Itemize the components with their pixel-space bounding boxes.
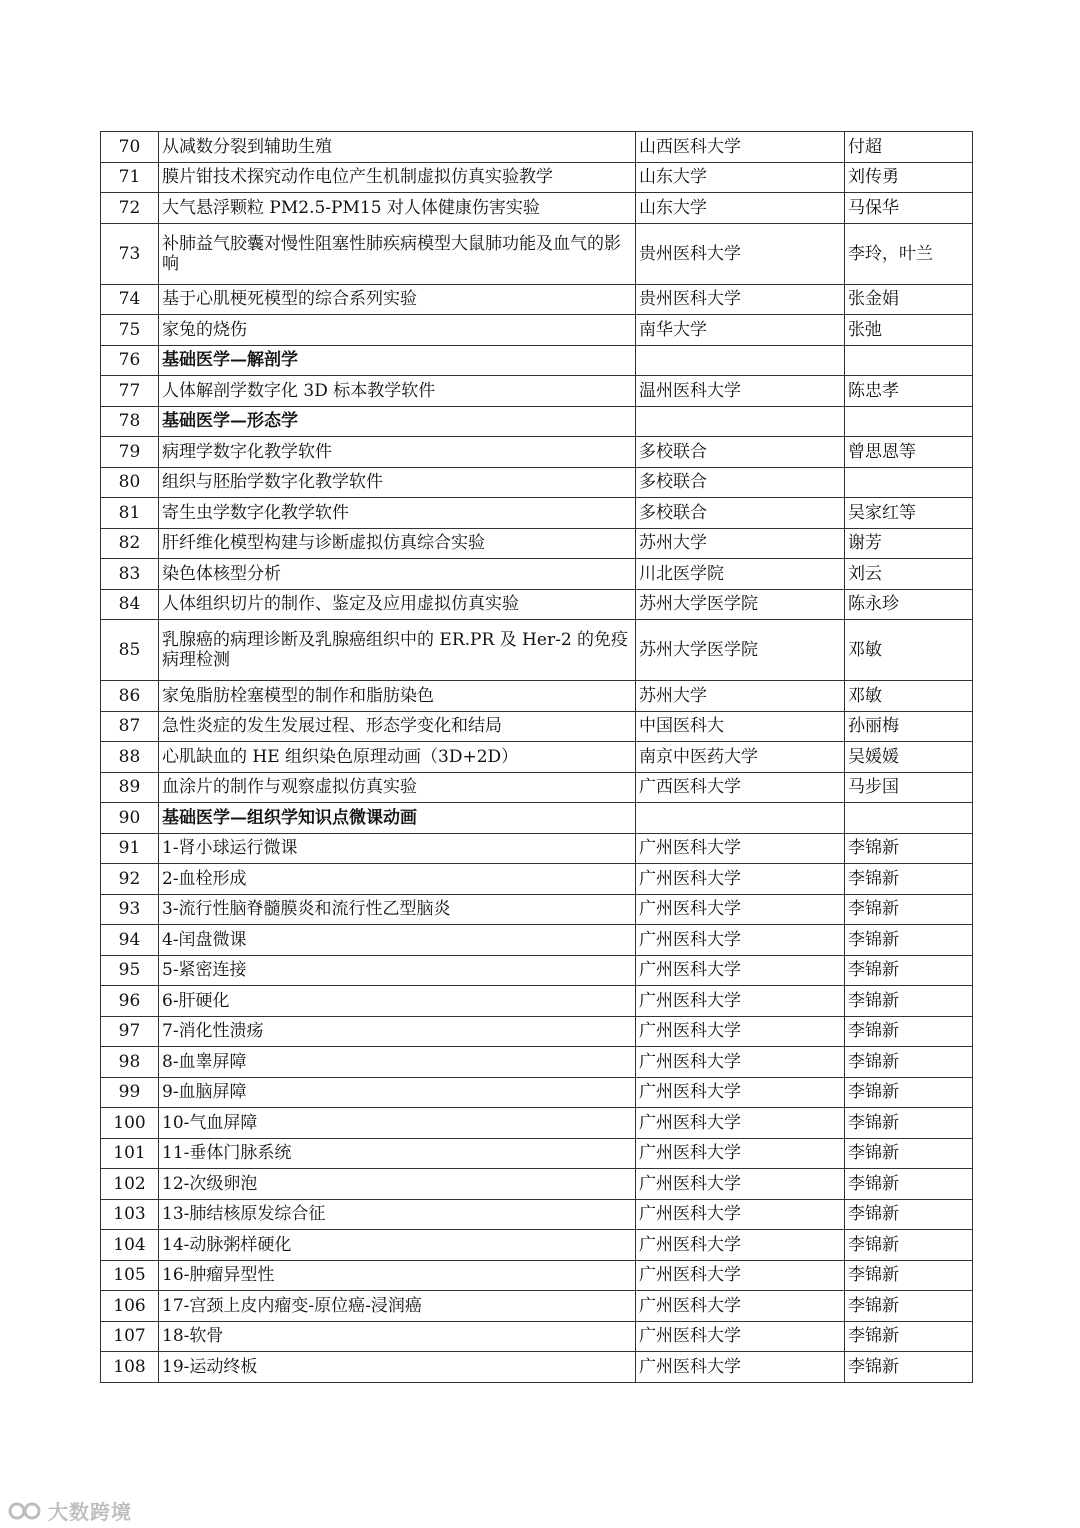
table-row (101, 620, 973, 681)
row-number: 75 (101, 315, 159, 346)
row-author: 李锦新 (845, 955, 973, 986)
table-row (101, 894, 973, 925)
row-author: 李玲，叶兰 (845, 223, 973, 284)
row-number: 84 (101, 589, 159, 620)
watermark (8, 1496, 132, 1525)
row-author: 李锦新 (845, 1321, 973, 1352)
row-author: 吴家红等 (845, 498, 973, 529)
row-title: 18-软骨 (159, 1321, 636, 1352)
row-institution: 贵州医科大学 (636, 223, 845, 284)
row-institution: 广州医科大学 (636, 1138, 845, 1169)
row-number: 73 (101, 223, 159, 284)
row-title: 从减数分裂到辅助生殖 (159, 132, 636, 163)
table-row (101, 528, 973, 559)
table-row (101, 345, 973, 376)
row-title: 基础医学—解剖学 (159, 345, 636, 376)
row-author: 张弛 (845, 315, 973, 346)
row-institution: 广州医科大学 (636, 1352, 845, 1383)
row-title: 家兔脂肪栓塞模型的制作和脂肪染色 (159, 681, 636, 712)
row-title: 10-气血屏障 (159, 1108, 636, 1139)
row-number: 71 (101, 162, 159, 193)
table-row (101, 467, 973, 498)
row-title: 5-紧密连接 (159, 955, 636, 986)
row-author: 邓敏 (845, 681, 973, 712)
row-number: 99 (101, 1077, 159, 1108)
table-row (101, 1321, 973, 1352)
row-number: 101 (101, 1138, 159, 1169)
row-institution: 广州医科大学 (636, 1047, 845, 1078)
row-author: 张金娟 (845, 284, 973, 315)
row-number: 87 (101, 711, 159, 742)
row-title: 家兔的烧伤 (159, 315, 636, 346)
row-author: 李锦新 (845, 894, 973, 925)
row-number: 77 (101, 376, 159, 407)
table-row (101, 498, 973, 529)
row-institution: 广州医科大学 (636, 1260, 845, 1291)
row-title: 人体组织切片的制作、鉴定及应用虚拟仿真实验 (159, 589, 636, 620)
row-title: 膜片钳技术探究动作电位产生机制虚拟仿真实验教学 (159, 162, 636, 193)
row-author: 李锦新 (845, 1077, 973, 1108)
row-title: 12-次级卵泡 (159, 1169, 636, 1200)
table-row (101, 162, 973, 193)
row-author: 李锦新 (845, 925, 973, 956)
row-number: 85 (101, 620, 159, 681)
row-author (845, 406, 973, 437)
table-row (101, 986, 973, 1017)
row-title: 基础医学—组织学知识点微课动画 (159, 803, 636, 834)
row-title: 16-肿瘤异型性 (159, 1260, 636, 1291)
row-title: 病理学数字化教学软件 (159, 437, 636, 468)
row-institution: 苏州大学医学院 (636, 589, 845, 620)
row-institution: 广州医科大学 (636, 925, 845, 956)
row-title: 4-闰盘微课 (159, 925, 636, 956)
table-row (101, 1352, 973, 1383)
row-author: 孙丽梅 (845, 711, 973, 742)
row-title: 11-垂体门脉系统 (159, 1138, 636, 1169)
row-title: 2-血栓形成 (159, 864, 636, 895)
row-author (845, 803, 973, 834)
row-author: 李锦新 (845, 1047, 973, 1078)
table-row (101, 1016, 973, 1047)
table-row (101, 193, 973, 224)
row-author: 李锦新 (845, 1291, 973, 1322)
row-number: 107 (101, 1321, 159, 1352)
row-institution: 南京中医药大学 (636, 742, 845, 773)
row-title: 13-肺结核原发综合征 (159, 1199, 636, 1230)
table-body (101, 132, 973, 1383)
row-institution: 多校联合 (636, 467, 845, 498)
row-number: 89 (101, 772, 159, 803)
row-title: 基于心肌梗死模型的综合系列实验 (159, 284, 636, 315)
table-row (101, 1047, 973, 1078)
row-number: 96 (101, 986, 159, 1017)
table-row (101, 1199, 973, 1230)
row-title: 染色体核型分析 (159, 559, 636, 590)
row-author: 吴媛媛 (845, 742, 973, 773)
row-number: 81 (101, 498, 159, 529)
row-author (845, 345, 973, 376)
row-institution: 南华大学 (636, 315, 845, 346)
row-title: 6-肝硬化 (159, 986, 636, 1017)
row-number: 70 (101, 132, 159, 163)
table-row (101, 223, 973, 284)
row-number: 104 (101, 1230, 159, 1261)
row-number: 72 (101, 193, 159, 224)
row-number: 106 (101, 1291, 159, 1322)
row-title: 1-肾小球运行微课 (159, 833, 636, 864)
row-title: 组织与胚胎学数字化教学软件 (159, 467, 636, 498)
row-author: 马保华 (845, 193, 973, 224)
row-institution: 广州医科大学 (636, 955, 845, 986)
row-number: 94 (101, 925, 159, 956)
row-title: 9-血脑屏障 (159, 1077, 636, 1108)
row-author: 李锦新 (845, 1169, 973, 1200)
row-title: 乳腺癌的病理诊断及乳腺癌组织中的 ER.PR 及 Her-2 的免疫病理检测 (159, 620, 636, 681)
row-title: 补肺益气胶囊对慢性阻塞性肺疾病模型大鼠肺功能及血气的影响 (159, 223, 636, 284)
row-institution: 山东大学 (636, 162, 845, 193)
row-author: 李锦新 (845, 1230, 973, 1261)
row-author: 谢芳 (845, 528, 973, 559)
row-number: 79 (101, 437, 159, 468)
row-number: 88 (101, 742, 159, 773)
row-number: 103 (101, 1199, 159, 1230)
row-institution: 广州医科大学 (636, 1321, 845, 1352)
row-number: 92 (101, 864, 159, 895)
row-institution: 苏州大学 (636, 528, 845, 559)
table-row (101, 1138, 973, 1169)
row-author: 刘传勇 (845, 162, 973, 193)
row-number: 91 (101, 833, 159, 864)
table-row (101, 1291, 973, 1322)
row-number: 108 (101, 1352, 159, 1383)
row-institution: 广州医科大学 (636, 894, 845, 925)
row-title: 人体解剖学数字化 3D 标本教学软件 (159, 376, 636, 407)
row-number: 83 (101, 559, 159, 590)
table-row (101, 1077, 973, 1108)
row-author: 李锦新 (845, 864, 973, 895)
row-number: 105 (101, 1260, 159, 1291)
row-title: 3-流行性脑脊髓膜炎和流行性乙型脑炎 (159, 894, 636, 925)
table-row (101, 1169, 973, 1200)
row-institution: 广州医科大学 (636, 1230, 845, 1261)
row-institution: 多校联合 (636, 498, 845, 529)
row-title: 寄生虫学数字化教学软件 (159, 498, 636, 529)
row-institution: 山西医科大学 (636, 132, 845, 163)
row-number: 78 (101, 406, 159, 437)
row-number: 97 (101, 1016, 159, 1047)
row-institution: 广州医科大学 (636, 1169, 845, 1200)
row-author: 李锦新 (845, 1260, 973, 1291)
row-author: 李锦新 (845, 833, 973, 864)
row-number: 86 (101, 681, 159, 712)
row-author: 李锦新 (845, 1199, 973, 1230)
row-institution (636, 803, 845, 834)
row-title: 心肌缺血的 HE 组织染色原理动画（3D+2D） (159, 742, 636, 773)
document-table (100, 131, 973, 1383)
table-row (101, 284, 973, 315)
table-row (101, 833, 973, 864)
table-row (101, 742, 973, 773)
table-row (101, 376, 973, 407)
row-number: 100 (101, 1108, 159, 1139)
row-number: 93 (101, 894, 159, 925)
row-institution: 广州医科大学 (636, 1077, 845, 1108)
brand-logo-icon (8, 1500, 42, 1522)
row-institution: 贵州医科大学 (636, 284, 845, 315)
row-number: 95 (101, 955, 159, 986)
table-row (101, 132, 973, 163)
row-author: 李锦新 (845, 1108, 973, 1139)
row-number: 98 (101, 1047, 159, 1078)
row-author (845, 467, 973, 498)
row-author: 刘云 (845, 559, 973, 590)
row-title: 14-动脉粥样硬化 (159, 1230, 636, 1261)
table-row (101, 559, 973, 590)
row-institution: 广州医科大学 (636, 1016, 845, 1047)
row-number: 80 (101, 467, 159, 498)
row-author: 李锦新 (845, 986, 973, 1017)
table-row (101, 589, 973, 620)
row-author: 马步国 (845, 772, 973, 803)
watermark-text: 大数跨境 (48, 1500, 132, 1524)
row-institution: 温州医科大学 (636, 376, 845, 407)
row-author: 李锦新 (845, 1016, 973, 1047)
table-row (101, 1230, 973, 1261)
row-institution: 广州医科大学 (636, 1291, 845, 1322)
row-number: 90 (101, 803, 159, 834)
table-row (101, 315, 973, 346)
table-row (101, 1108, 973, 1139)
row-author: 陈忠孝 (845, 376, 973, 407)
row-number: 74 (101, 284, 159, 315)
row-number: 102 (101, 1169, 159, 1200)
row-institution (636, 345, 845, 376)
row-author: 邓敏 (845, 620, 973, 681)
row-title: 基础医学—形态学 (159, 406, 636, 437)
table-row (101, 406, 973, 437)
row-institution: 苏州大学医学院 (636, 620, 845, 681)
row-institution: 中国医科大 (636, 711, 845, 742)
row-number: 76 (101, 345, 159, 376)
row-title: 8-血睾屏障 (159, 1047, 636, 1078)
table-row (101, 437, 973, 468)
row-institution: 多校联合 (636, 437, 845, 468)
table-row (101, 1260, 973, 1291)
row-institution: 广西医科大学 (636, 772, 845, 803)
row-institution: 广州医科大学 (636, 833, 845, 864)
table-row (101, 925, 973, 956)
row-author: 付超 (845, 132, 973, 163)
table-row (101, 772, 973, 803)
row-institution: 川北医学院 (636, 559, 845, 590)
row-title: 7-消化性溃疡 (159, 1016, 636, 1047)
row-title: 血涂片的制作与观察虚拟仿真实验 (159, 772, 636, 803)
row-title: 急性炎症的发生发展过程、形态学变化和结局 (159, 711, 636, 742)
table-row (101, 955, 973, 986)
row-author: 陈永珍 (845, 589, 973, 620)
row-institution: 广州医科大学 (636, 1108, 845, 1139)
table-row (101, 711, 973, 742)
row-title: 肝纤维化模型构建与诊断虚拟仿真综合实验 (159, 528, 636, 559)
row-title: 大气悬浮颗粒 PM2.5-PM15 对人体健康伤害实验 (159, 193, 636, 224)
row-title: 19-运动终板 (159, 1352, 636, 1383)
row-author: 曾思恩等 (845, 437, 973, 468)
row-institution: 山东大学 (636, 193, 845, 224)
table-row (101, 803, 973, 834)
row-title: 17-宫颈上皮内瘤变-原位癌-浸润癌 (159, 1291, 636, 1322)
row-institution: 广州医科大学 (636, 864, 845, 895)
row-author: 李锦新 (845, 1138, 973, 1169)
row-author: 李锦新 (845, 1352, 973, 1383)
table-row (101, 864, 973, 895)
row-institution: 广州医科大学 (636, 986, 845, 1017)
row-number: 82 (101, 528, 159, 559)
row-institution (636, 406, 845, 437)
table-row (101, 681, 973, 712)
row-institution: 苏州大学 (636, 681, 845, 712)
row-institution: 广州医科大学 (636, 1199, 845, 1230)
